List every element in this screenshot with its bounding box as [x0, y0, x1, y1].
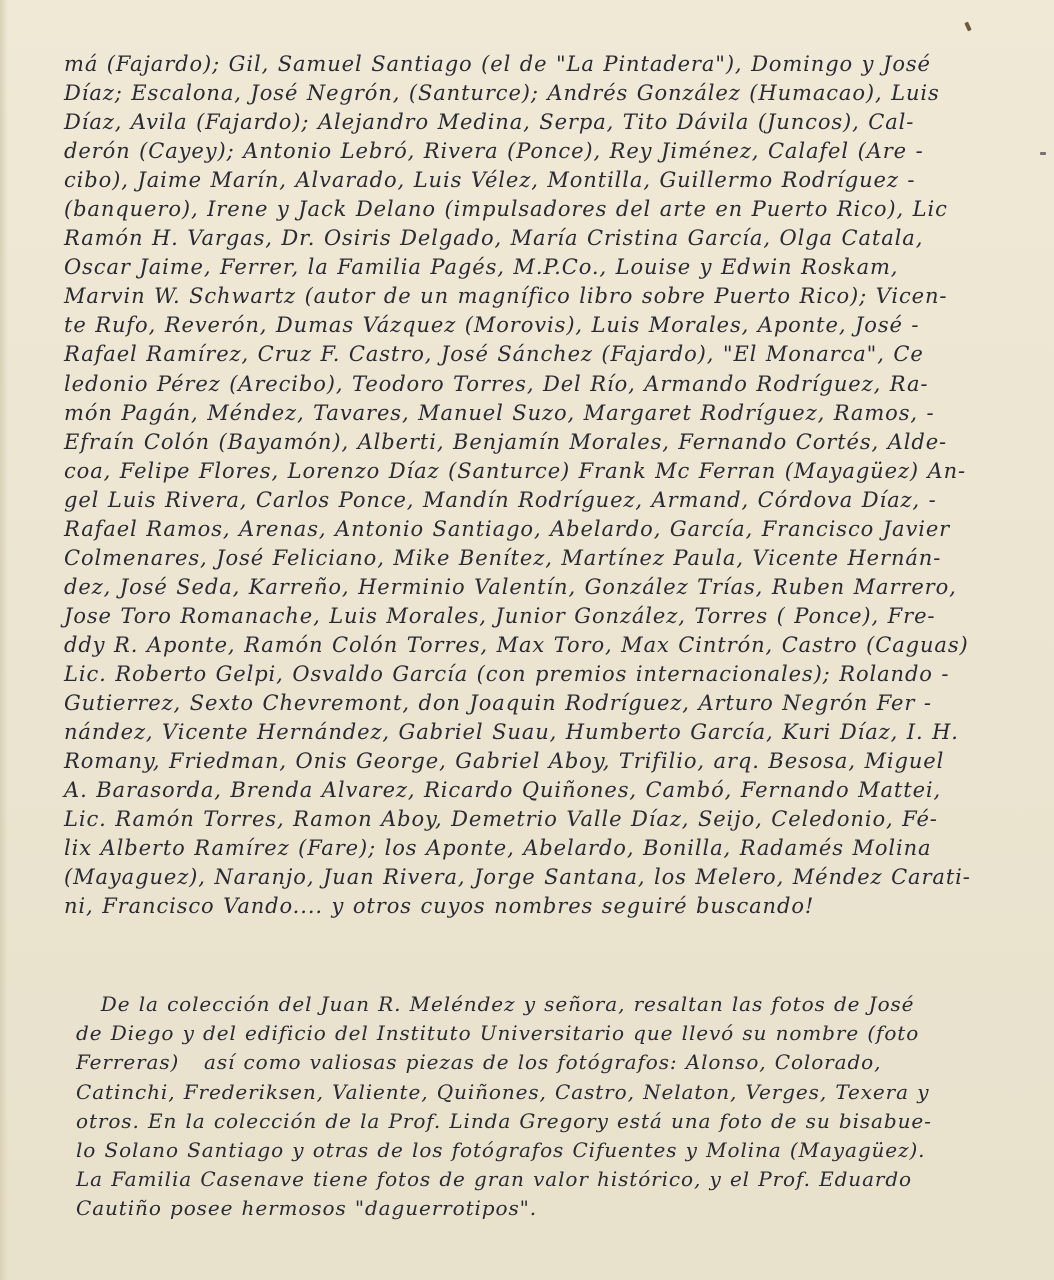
text-line: Ferreras) así como valiosas piezas de los fotógrafos: Alonso, Colorado,: [76, 1050, 882, 1075]
text-line: Cautiño posee hermosos "daguerrotipos".: [76, 1196, 537, 1221]
text-line: te Rufo, Reverón, Dumas Vázquez (Morovis), Luis Morales, Aponte, José -: [64, 313, 920, 338]
text-line: dez, José Seda, Karreño, Herminio Valentín, González Trías, Ruben Marrero,: [64, 574, 957, 599]
text-line: Efraín Colón (Bayamón), Alberti, Benjamín Morales, Fernando Cortés, Alde-: [64, 429, 948, 454]
text-line: (Mayaguez), Naranjo, Juan Rivera, Jorge Santana, los Melero, Méndez Carati-: [64, 865, 971, 890]
names-paragraph: [64, 50, 971, 921]
text-line: nández, Vicente Hernández, Gabriel Suau, Humberto García, Kuri Díaz, I. H.: [64, 720, 959, 745]
text-line: Oscar Jaime, Ferrer, la Familia Pagés, M.P.Co., Louise y Edwin Roskam,: [64, 255, 899, 280]
text-line: ni, Francisco Vando.... y otros cuyos nombres seguiré buscando!: [64, 894, 815, 919]
text-line: Jose Toro Romanache, Luis Morales, Junior González, Torres ( Ponce), Fre-: [64, 603, 936, 628]
text-line: Rafael Ramos, Arenas, Antonio Santiago, Abelardo, García, Francisco Javier: [64, 516, 951, 541]
text-line: (banquero), Irene y Jack Delano (impulsadores del arte en Puerto Rico), Lic: [64, 197, 948, 222]
ink-mark: [964, 22, 971, 32]
text-line: lo Solano Santiago y otras de los fotógrafos Cifuentes y Molina (Mayagüez).: [76, 1138, 926, 1163]
collection-paragraph: [76, 990, 932, 1224]
text-line: má (Fajardo); Gil, Samuel Santiago (el de "La Pintadera"), Domingo y José: [64, 52, 931, 76]
text-line: ddy R. Aponte, Ramón Colón Torres, Max Toro, Max Cintrón, Castro (Caguas): [64, 632, 969, 657]
text-line: derón (Cayey); Antonio Lebró, Rivera (Ponce), Rey Jiménez, Calafel (Are -: [64, 139, 924, 164]
text-line: Marvin W. Schwartz (autor de un magnífico libro sobre Puerto Rico); Vicen-: [64, 284, 948, 309]
text-line: A. Barasorda, Brenda Alvarez, Ricardo Quiñones, Cambó, Fernando Mattei,: [64, 778, 942, 803]
text-line: La Familia Casenave tiene fotos de gran valor histórico, y el Prof. Eduardo: [76, 1167, 913, 1192]
text-line: Romany, Friedman, Onis George, Gabriel Aboy, Trifilio, arq. Besosa, Miguel: [64, 749, 945, 774]
text-line: De la colección del Juan R. Meléndez y señora, resaltan las fotos de José: [76, 992, 915, 1016]
text-line: Colmenares, José Feliciano, Mike Benítez, Martínez Paula, Vicente Hernán-: [64, 545, 942, 570]
text-line: Catinchi, Frederiksen, Valiente, Quiñones, Castro, Nelaton, Verges, Texera y: [76, 1079, 930, 1104]
page-edge-shadow: [0, 0, 8, 1280]
text-line: Díaz, Avila (Fajardo); Alejandro Medina, Serpa, Tito Dávila (Juncos), Cal-: [64, 110, 915, 135]
text-line: Gutierrez, Sexto Chevremont, don Joaquin Rodríguez, Arturo Negrón Fer -: [64, 691, 932, 716]
text-line: coa, Felipe Flores, Lorenzo Díaz (Santurce) Frank Mc Ferran (Mayagüez) An-: [64, 458, 967, 483]
text-line: lix Alberto Ramírez (Fare); los Aponte, Abelardo, Bonilla, Radamés Molina: [64, 836, 932, 861]
text-line: Díaz; Escalona, José Negrón, (Santurce); Andrés González (Humacao), Luis: [64, 81, 940, 106]
text-line: cibo), Jaime Marín, Alvarado, Luis Vélez, Montilla, Guillermo Rodríguez -: [64, 168, 916, 193]
text-line: ledonio Pérez (Arecibo), Teodoro Torres, Del Río, Armando Rodríguez, Ra-: [64, 371, 929, 396]
text-line: otros. En la colección de la Prof. Linda Gregory está una foto de su bisabue-: [76, 1108, 932, 1133]
text-line: de Diego y del edificio del Instituto Universitario que llevó su nombre (foto: [76, 1021, 920, 1046]
text-line: gel Luis Rivera, Carlos Ponce, Mandín Rodríguez, Armand, Córdova Díaz, -: [64, 487, 937, 512]
margin-mark: [1040, 152, 1046, 155]
text-line: Lic. Roberto Gelpi, Osvaldo García (con premios internacionales); Rolando -: [64, 661, 950, 686]
text-line: món Pagán, Méndez, Tavares, Manuel Suzo, Margaret Rodríguez, Ramos, -: [64, 400, 935, 425]
text-line: Lic. Ramón Torres, Ramon Aboy, Demetrio Valle Díaz, Seijo, Celedonio, Fé-: [64, 807, 938, 832]
text-line: Rafael Ramírez, Cruz F. Castro, José Sánchez (Fajardo), "El Monarca", Ce: [64, 342, 924, 367]
text-line: Ramón H. Vargas, Dr. Osiris Delgado, María Cristina García, Olga Catala,: [64, 226, 924, 251]
